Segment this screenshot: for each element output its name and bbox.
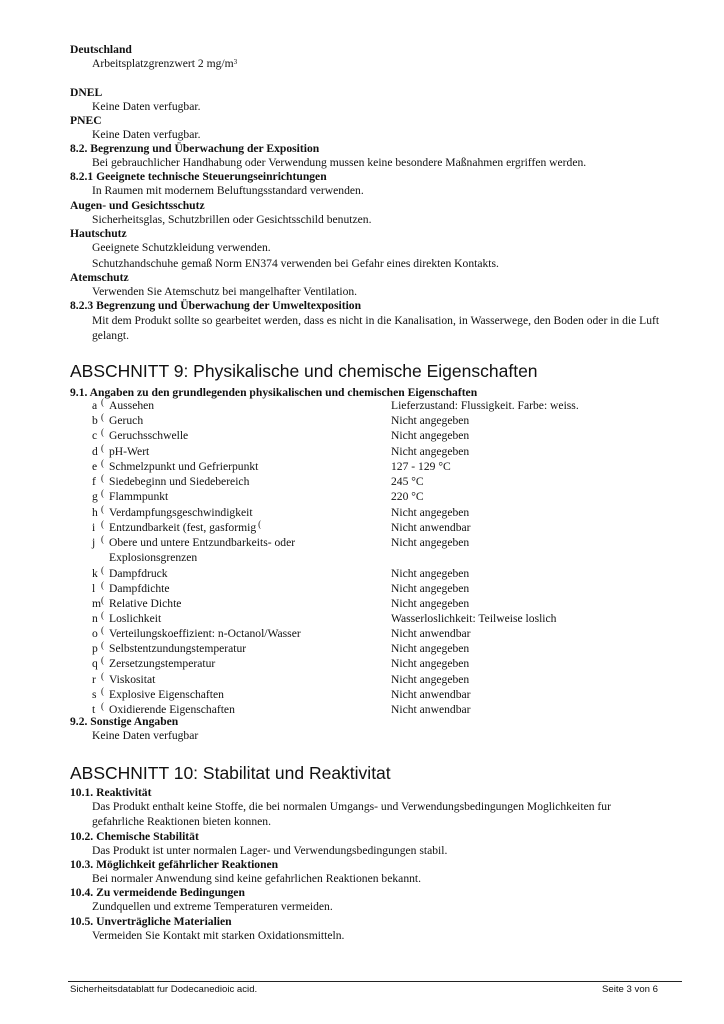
property-name-suffix: ( xyxy=(258,519,262,529)
limit-superscript: 3 xyxy=(233,58,238,66)
property-name xyxy=(109,475,249,489)
property-name xyxy=(109,490,168,504)
property-value: Nicht angegeben xyxy=(391,657,470,670)
haut-heading: Hautschutz xyxy=(70,227,127,240)
property-paren-mark: ( xyxy=(101,519,104,529)
property-name-text: Oxidierende Eigenschaften xyxy=(109,703,235,716)
property-row xyxy=(0,521,724,536)
property-value: 127 - 129 °C xyxy=(391,460,451,473)
property-paren-mark: ( xyxy=(101,412,104,422)
pnec-heading: PNEC xyxy=(70,114,102,127)
augen-heading: Augen- und Gesichtsschutz xyxy=(70,199,205,212)
property-name-text: Schmelzpunkt und Gefrierpunkt xyxy=(109,460,259,473)
property-value: Nicht angegeben xyxy=(391,506,470,519)
property-letter: i xyxy=(92,521,96,534)
property-letter: p xyxy=(92,642,98,655)
s8-2-1-heading: 8.2.1 Geeignete technische Steuerungseinrichtungen xyxy=(70,170,327,183)
property-paren-mark: ( xyxy=(101,488,104,498)
property-paren-mark: ( xyxy=(101,595,104,605)
property-name xyxy=(109,688,224,702)
property-value: Nicht angegeben xyxy=(391,642,470,655)
atem-text: Verwenden Sie Atemschutz bei mangelhafter Ventilation. xyxy=(92,285,358,298)
section-9-title: ABSCHNITT 9: Physikalische und chemische Eigenschaften xyxy=(70,361,538,381)
property-name-text: Siedebeginn und Siedebereich xyxy=(109,475,250,488)
property-name-text: Entzundbarkeit (fest, gasformig xyxy=(109,521,257,534)
atem-heading: Atemschutz xyxy=(70,271,129,284)
property-name-text: Verteilungskoeffizient: n-Octanol/Wasser xyxy=(109,627,301,640)
property-name-text: Zersetzungstemperatur xyxy=(109,657,216,670)
property-paren-mark: ( xyxy=(101,534,104,544)
haut-text-1: Geeignete Schutzkleidung verwenden. xyxy=(92,241,271,254)
property-name xyxy=(109,627,301,641)
property-letter: a xyxy=(92,399,98,412)
property-row xyxy=(0,445,724,460)
s8-2-heading: 8.2. Begrenzung und Überwachung der Exposition xyxy=(70,142,320,155)
property-paren-mark: ( xyxy=(101,610,104,620)
property-name xyxy=(109,506,253,520)
property-name xyxy=(109,597,181,611)
property-name xyxy=(109,657,215,671)
property-letter: q xyxy=(92,657,98,670)
property-letter: c xyxy=(92,429,98,442)
property-row xyxy=(0,582,724,597)
property-value: Wasserloslichkeit: Teilweise loslich xyxy=(391,612,557,625)
s10-2-heading: 10.2. Chemische Stabilität xyxy=(70,830,199,843)
property-row xyxy=(0,414,724,429)
footer-divider xyxy=(68,981,682,982)
property-name xyxy=(109,414,143,428)
property-letter: f xyxy=(92,475,96,488)
property-name-line2: Explosionsgrenzen xyxy=(109,551,198,564)
property-name-text: Explosive Eigenschaften xyxy=(109,688,224,701)
property-value: 245 °C xyxy=(391,475,424,488)
property-paren-mark: ( xyxy=(101,580,104,590)
property-paren-mark: ( xyxy=(101,701,104,711)
property-value: Nicht angegeben xyxy=(391,597,470,610)
property-name-text: Relative Dichte xyxy=(109,597,182,610)
property-paren-mark: ( xyxy=(101,473,104,483)
property-row xyxy=(0,612,724,627)
property-value: Nicht angegeben xyxy=(391,673,470,686)
property-paren-mark: ( xyxy=(101,427,104,437)
property-name-text: Selbstentzundungstemperatur xyxy=(109,642,247,655)
s9-2-text: Keine Daten verfugbar xyxy=(92,729,199,742)
property-value: Nicht angegeben xyxy=(391,414,470,427)
property-name xyxy=(109,460,258,474)
s10-2-text: Das Produkt ist unter normalen Lager- und Verwendungsbedingungen stabil. xyxy=(92,844,448,857)
property-row xyxy=(0,399,724,414)
property-value: Nicht angegeben xyxy=(391,445,470,458)
property-row xyxy=(0,657,724,672)
property-row xyxy=(0,475,724,490)
footer-page-number: Seite 3 von 6 xyxy=(602,984,659,995)
property-letter: j xyxy=(92,536,96,549)
property-row xyxy=(0,597,724,612)
property-name xyxy=(109,521,261,535)
property-name-text: pH-Wert xyxy=(109,445,150,458)
property-name xyxy=(109,399,154,413)
property-value: Nicht anwendbar xyxy=(391,521,471,534)
s10-4-heading: 10.4. Zu vermeidende Bedingungen xyxy=(70,886,245,899)
augen-text: Sicherheitsglas, Schutzbrillen oder Gesichtsschild benutzen. xyxy=(92,213,372,226)
property-paren-mark: ( xyxy=(101,504,104,514)
property-value: Nicht angegeben xyxy=(391,536,470,549)
s8-2-3-text-2: gelangt. xyxy=(92,329,130,342)
s8-2-1-text: In Raumen mit modernem Beluftungsstandard verwenden. xyxy=(92,184,364,197)
property-letter: d xyxy=(92,445,98,458)
s9-2-heading: 9.2. Sonstige Angaben xyxy=(70,715,179,728)
s10-5-heading: 10.5. Unverträgliche Materialien xyxy=(70,915,232,928)
property-row xyxy=(0,460,724,475)
pnec-text: Keine Daten verfugbar. xyxy=(92,128,201,141)
property-value: Nicht anwendbar xyxy=(391,688,471,701)
property-letter: h xyxy=(92,506,98,519)
property-letter: e xyxy=(92,460,98,473)
property-paren-mark: ( xyxy=(101,443,104,453)
property-letter: o xyxy=(92,627,98,640)
property-letter: t xyxy=(92,703,96,716)
property-name-text: Flammpunkt xyxy=(109,490,169,503)
property-value: Lieferzustand: Flussigkeit. Farbe: weiss. xyxy=(391,399,579,412)
property-name xyxy=(109,429,188,443)
property-name-text: Verdampfungsgeschwindigkeit xyxy=(109,506,253,519)
property-name xyxy=(109,673,155,687)
property-name-text: Viskositat xyxy=(109,673,156,686)
property-name-text: Obere und untere Entzundbarkeits- oder xyxy=(109,536,296,549)
property-letter: r xyxy=(92,673,96,686)
limit-value: Arbeitsplatzgrenzwert 2 mg/m xyxy=(92,57,234,70)
property-paren-mark: ( xyxy=(101,686,104,696)
dnel-text: Keine Daten verfugbar. xyxy=(92,100,201,113)
s9-1-heading: 9.1. Angaben zu den grundlegenden physikalischen und chemischen Eigenschaften xyxy=(70,386,478,399)
property-name xyxy=(109,536,295,550)
s8-2-text: Bei gebrauchlicher Handhabung oder Verwendung mussen keine besondere Maßnahmen ergriffen werden. xyxy=(92,156,587,169)
dnel-heading: DNEL xyxy=(70,86,103,99)
s10-3-heading: 10.3. Möglichkeit gefährlicher Reaktionen xyxy=(70,858,279,871)
property-name xyxy=(109,567,168,581)
property-letter: n xyxy=(92,612,98,625)
property-name-text: Geruchsschwelle xyxy=(109,429,189,442)
deutschland-heading: Deutschland xyxy=(70,43,132,56)
property-row xyxy=(0,506,724,521)
property-value: Nicht angegeben xyxy=(391,567,470,580)
s10-1-heading: 10.1. Reaktivität xyxy=(70,786,152,799)
property-row xyxy=(0,490,724,505)
property-paren-mark: ( xyxy=(101,655,104,665)
property-row xyxy=(0,673,724,688)
property-paren-mark: ( xyxy=(101,640,104,650)
property-letter: b xyxy=(92,414,98,427)
s8-2-3-text-1: Mit dem Produkt sollte so gearbeitet werden, dass es nicht in die Kanalisation, in Wasserwege, den Boden oder in die Luft xyxy=(92,314,660,327)
haut-text-2: Schutzhandschuhe gemaß Norm EN374 verwenden bei Gefahr eines direkten Kontakts. xyxy=(92,257,499,270)
property-letter: l xyxy=(92,582,96,595)
deutschland-limit-text xyxy=(92,57,237,71)
property-letter: s xyxy=(92,688,97,701)
property-name-text: Loslichkeit xyxy=(109,612,162,625)
property-letter: g xyxy=(92,490,98,503)
property-value: Nicht angegeben xyxy=(391,429,470,442)
property-name-text: Aussehen xyxy=(109,399,155,412)
s10-5-text: Vermeiden Sie Kontakt mit starken Oxidationsmitteln. xyxy=(92,929,345,942)
property-paren-mark: ( xyxy=(101,397,104,407)
s10-1-text-1: Das Produkt enthalt keine Stoffe, die bei normalen Umgangs- und Verwendungsbedingungen Moglichkeiten fur xyxy=(92,800,611,813)
property-paren-mark: ( xyxy=(101,458,104,468)
property-paren-mark: ( xyxy=(101,671,104,681)
property-paren-mark: ( xyxy=(101,625,104,635)
property-name-text: Dampfdruck xyxy=(109,567,168,580)
property-row xyxy=(0,642,724,657)
property-letter: m xyxy=(92,597,102,610)
footer-document-title: Sicherheitsdatablatt fur Dodecanedioic acid. xyxy=(70,984,258,995)
property-row xyxy=(0,688,724,703)
property-name-text: Dampfdichte xyxy=(109,582,170,595)
property-name xyxy=(109,612,161,626)
property-value: 220 °C xyxy=(391,490,424,503)
property-row xyxy=(0,567,724,582)
s10-1-text-2: gefahrliche Reaktionen bieten konnen. xyxy=(92,815,271,828)
property-row xyxy=(0,534,724,564)
property-row xyxy=(0,627,724,642)
s8-2-3-heading: 8.2.3 Begrenzung und Überwachung der Umweltexposition xyxy=(70,299,362,312)
property-row xyxy=(0,429,724,444)
section-10-title: ABSCHNITT 10: Stabilitat und Reaktivitat xyxy=(70,763,391,783)
s10-3-text: Bei normaler Anwendung sind keine gefahrlichen Reaktionen bekannt. xyxy=(92,872,422,885)
property-name-text: Geruch xyxy=(109,414,144,427)
property-paren-mark: ( xyxy=(101,565,104,575)
property-name xyxy=(109,582,170,596)
property-value: Nicht anwendbar xyxy=(391,703,471,716)
s10-4-text: Zundquellen und extreme Temperaturen vermeiden. xyxy=(92,900,333,913)
property-name xyxy=(109,445,149,459)
property-name xyxy=(109,642,246,656)
property-value: Nicht anwendbar xyxy=(391,627,471,640)
property-value: Nicht angegeben xyxy=(391,582,470,595)
property-letter: k xyxy=(92,567,98,580)
